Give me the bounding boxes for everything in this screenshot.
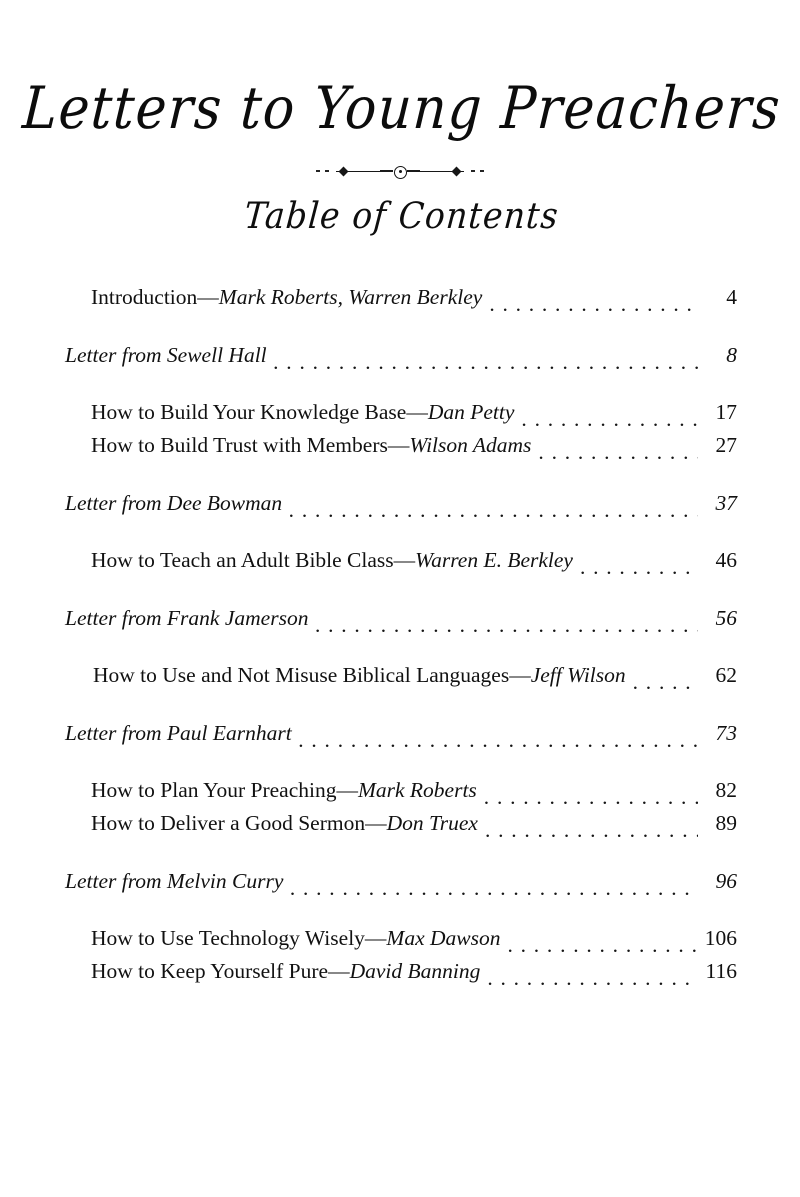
toc-entry-page-number: 56 <box>715 606 737 630</box>
toc-entry-title: Letter from Dee Bowman <box>65 491 283 515</box>
dot-leader <box>290 876 698 898</box>
toc-entry[interactable] <box>91 429 737 462</box>
toc-entry[interactable] <box>65 339 737 372</box>
toc-entry-page-number: 106 <box>704 926 737 950</box>
toc-entry-page-number: 96 <box>715 869 737 893</box>
toc-entry[interactable] <box>65 865 737 898</box>
toc-entry-title: How to Teach an Adult Bible Class— <box>91 548 416 572</box>
toc-entry-title: Introduction— <box>91 285 219 309</box>
toc-entry[interactable] <box>91 544 737 577</box>
dot-leader <box>485 818 698 840</box>
toc-group-letter <box>65 487 737 520</box>
toc-entry[interactable] <box>91 807 737 840</box>
dot-leader <box>507 933 698 955</box>
toc-entry-page-number: 37 <box>715 491 737 515</box>
toc-entry-author: Max Dawson <box>386 926 501 950</box>
toc-entry-title: How to Plan Your Preaching— <box>91 778 358 802</box>
toc-entry-title: How to Use and Not Misuse Biblical Languages— <box>93 663 531 687</box>
toc-entry[interactable] <box>91 281 737 314</box>
toc-entry[interactable] <box>91 774 737 807</box>
toc-group-letter <box>65 865 737 898</box>
toc-entry-page-number: 27 <box>715 433 737 457</box>
dot-leader <box>274 350 698 372</box>
toc-group-chapters <box>65 922 737 988</box>
toc-entry-title: How to Keep Yourself Pure— <box>91 959 350 983</box>
toc-group-letter <box>65 602 737 635</box>
toc-group-chapters <box>65 659 737 692</box>
dot-leader <box>633 670 698 692</box>
ornament-divider-icon <box>314 164 486 180</box>
dot-leader <box>487 966 698 988</box>
toc-entry-author: Don Truex <box>386 811 478 835</box>
toc-entry-title: Letter from Melvin Curry <box>65 869 284 893</box>
page-title: Letters to Young Preachers <box>20 75 783 143</box>
toc-entry-author: Mark Roberts, Warren Berkley <box>218 285 483 309</box>
dot-leader <box>521 407 698 429</box>
toc-entry-author: Dan Petty <box>427 400 515 424</box>
toc-entry-author: Mark Roberts <box>357 778 477 802</box>
dot-leader <box>289 498 698 520</box>
dot-leader <box>299 728 698 750</box>
toc-entries-list <box>0 281 800 988</box>
toc-entry[interactable] <box>91 922 737 955</box>
toc-entry[interactable] <box>65 602 737 635</box>
toc-group-chapters <box>65 396 737 462</box>
title-block <box>0 0 800 237</box>
toc-group-letter <box>65 339 737 372</box>
toc-entry-page-number: 116 <box>705 959 737 983</box>
toc-entry-title: How to Use Technology Wisely— <box>91 926 387 950</box>
toc-entry-title: How to Build Your Knowledge Base— <box>91 400 428 424</box>
toc-entry-page-number: 62 <box>715 663 737 687</box>
dot-leader <box>538 440 698 462</box>
toc-group-intro <box>65 281 737 314</box>
toc-entry-page-number: 82 <box>715 778 737 802</box>
toc-entry-author: David Banning <box>349 959 481 983</box>
toc-entry-page-number: 8 <box>726 343 737 367</box>
toc-entry-title: Letter from Frank Jamerson <box>65 606 309 630</box>
toc-entry-page-number: 4 <box>726 285 737 309</box>
toc-entry[interactable] <box>65 487 737 520</box>
toc-subtitle: Table of Contents <box>242 194 561 237</box>
dot-leader <box>484 785 698 807</box>
toc-entry-title: How to Deliver a Good Sermon— <box>91 811 387 835</box>
toc-entry[interactable] <box>91 396 737 429</box>
toc-entry-page-number: 73 <box>715 721 737 745</box>
toc-group-chapters <box>65 544 737 577</box>
toc-entry-title: How to Build Trust with Members— <box>91 433 410 457</box>
toc-entry-title: Letter from Sewell Hall <box>65 343 267 367</box>
dot-leader <box>489 292 698 314</box>
toc-entry[interactable] <box>93 659 737 692</box>
toc-entry-page-number: 17 <box>715 400 737 424</box>
toc-entry-author: Warren E. Berkley <box>415 548 573 572</box>
toc-entry[interactable] <box>91 955 737 988</box>
toc-entry[interactable] <box>65 717 737 750</box>
toc-entry-author: Jeff Wilson <box>530 663 626 687</box>
toc-entry-page-number: 46 <box>715 548 737 572</box>
toc-group-letter <box>65 717 737 750</box>
toc-entry-page-number: 89 <box>715 811 737 835</box>
toc-entry-title: Letter from Paul Earnhart <box>65 721 292 745</box>
dot-leader <box>580 555 698 577</box>
toc-entry-author: Wilson Adams <box>409 433 532 457</box>
toc-group-chapters <box>65 774 737 840</box>
dot-leader <box>315 613 698 635</box>
